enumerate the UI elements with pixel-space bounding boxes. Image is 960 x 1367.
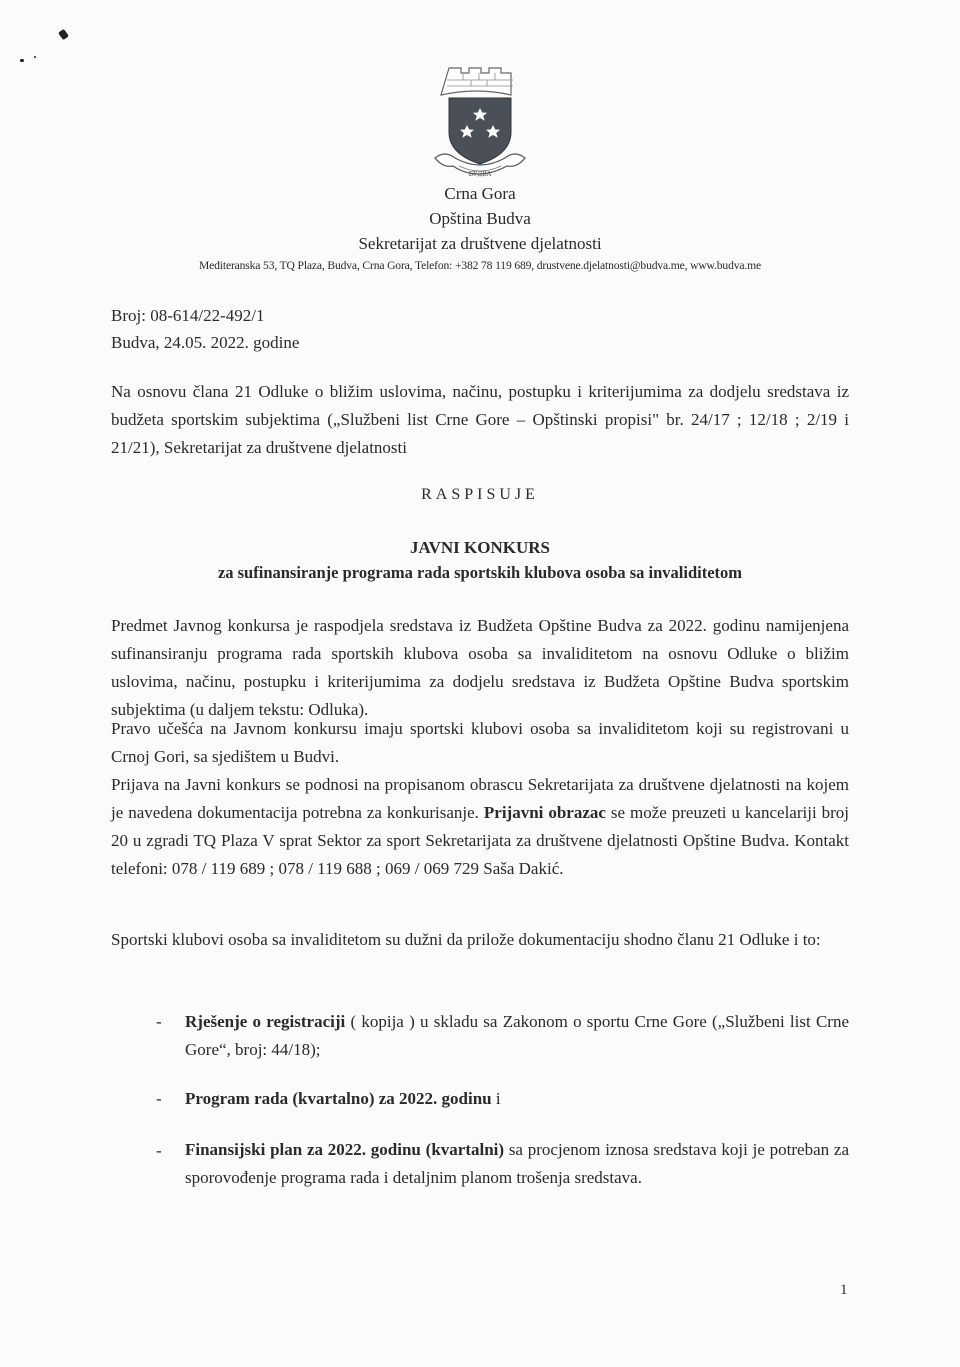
scan-speck [34, 56, 36, 58]
header-secretariat: Sekretarijat za društvene djelatnosti [358, 234, 602, 253]
list-item-text: sa procjenom iznosa sredstava koji je potreban za sporovođenje programa rada i detaljnim planom trošenja sredstava. [185, 1140, 849, 1187]
svg-text:БУДВА: БУДВА [468, 171, 492, 178]
list-bullet: - [156, 1089, 162, 1108]
list-item-financial-plan [185, 1136, 849, 1192]
list-bullet: - [156, 1012, 162, 1031]
application-text-b: se može preuzeti u kancelariji broj 20 u zgradi TQ Plaza V sprat Sektor za sport Sekretarijata za društvene djelatnosti Opštine Budva. Kontakt telefoni: 078 / 119 689 ; 078 / 119 688 ; 069 / 069 729 Saša Dakić. [111, 803, 850, 878]
header-address: Mediteranska 53, TQ Plaza, Budva, Crna Gora, Telefon: +382 78 119 689, drustvene.djelatnosti@budva.me, www.budva.me [199, 259, 761, 272]
list-item-text: i [491, 1089, 501, 1108]
list-item-bold: Program rada (kvartalno) za 2022. godinu [185, 1089, 492, 1108]
list-item-text: ( kopija ) u skladu sa Zakonom o sportu Crne Gore („Službeni list Crne Gore“, broj: 44/18); [185, 1012, 849, 1059]
document-subtitle: za sufinansiranje programa rada sportskih klubova osoba sa invaliditetom [217, 563, 743, 582]
intro-paragraph: Na osnovu člana 21 Odluke o bližim uslovima, načinu, postupku i kriterijumima za dodjelu sredstava iz budžeta sportskim subjektima („Službeni list Crne Gore – Opštinski propisi" br. 24/17 ; 12/18 ; 2/19 i 21/21), Sekretarijat za društvene djelatnosti [111, 382, 849, 457]
paragraph-subject: Predmet Javnog konkursa je raspodjela sredstava iz Budžeta Opštine Budva za 2022. godinu namijenjena sufinansiranju programa rada sportskih klubova osoba sa invaliditetom na osnovu Odluke o bližim uslovima, načinu, postupku i kriterijumima za dodjelu sredstava iz Budžeta Opštine Budva sportskim subjektima (u daljem tekstu: Odluka). [111, 616, 849, 719]
list-item-bold: Rješenje o registraciji [185, 1012, 346, 1031]
list-item-program [185, 1085, 849, 1113]
page-number: 1 [840, 1282, 848, 1298]
list-item-bold: Finansijski plan za 2022. godinu (kvartalni) [185, 1140, 505, 1159]
application-text-a: Prijava na Javni konkurs se podnosi na propisanom obrascu Sekretarijata za društvene djelatnosti na kojem je navedena dokumentacija potrebna za konkurisanje. [111, 775, 849, 822]
document-date: Budva, 24.05. 2022. godine [111, 333, 300, 352]
paragraph-documentation: Sportski klubovi osoba sa invaliditetom su dužni da prilože dokumentaciju shodno članu 21 Odluke i to: [111, 930, 821, 949]
document-title: JAVNI KONKURS [410, 538, 550, 557]
paragraph-eligibility: Pravo učešća na Javnom konkursu imaju sportski klubovi osoba sa invaliditetom koji su registrovani u Crnoj Gori, sa sjedištem u Budvi. [111, 719, 849, 766]
budva-coat-of-arms-icon [427, 62, 533, 182]
paragraph-application [111, 771, 849, 883]
document-number: Broj: 08-614/22-492/1 [111, 306, 265, 325]
scan-speck [58, 29, 69, 40]
announces-heading: RASPISUJE [421, 486, 539, 503]
header-country: Crna Gora [444, 184, 516, 203]
scan-speck [20, 59, 24, 62]
list-item-registration [185, 1008, 849, 1064]
header-municipality: Opština Budva [429, 209, 531, 228]
application-form-label: Prijavni obrazac [483, 803, 606, 822]
list-bullet: - [156, 1141, 162, 1160]
